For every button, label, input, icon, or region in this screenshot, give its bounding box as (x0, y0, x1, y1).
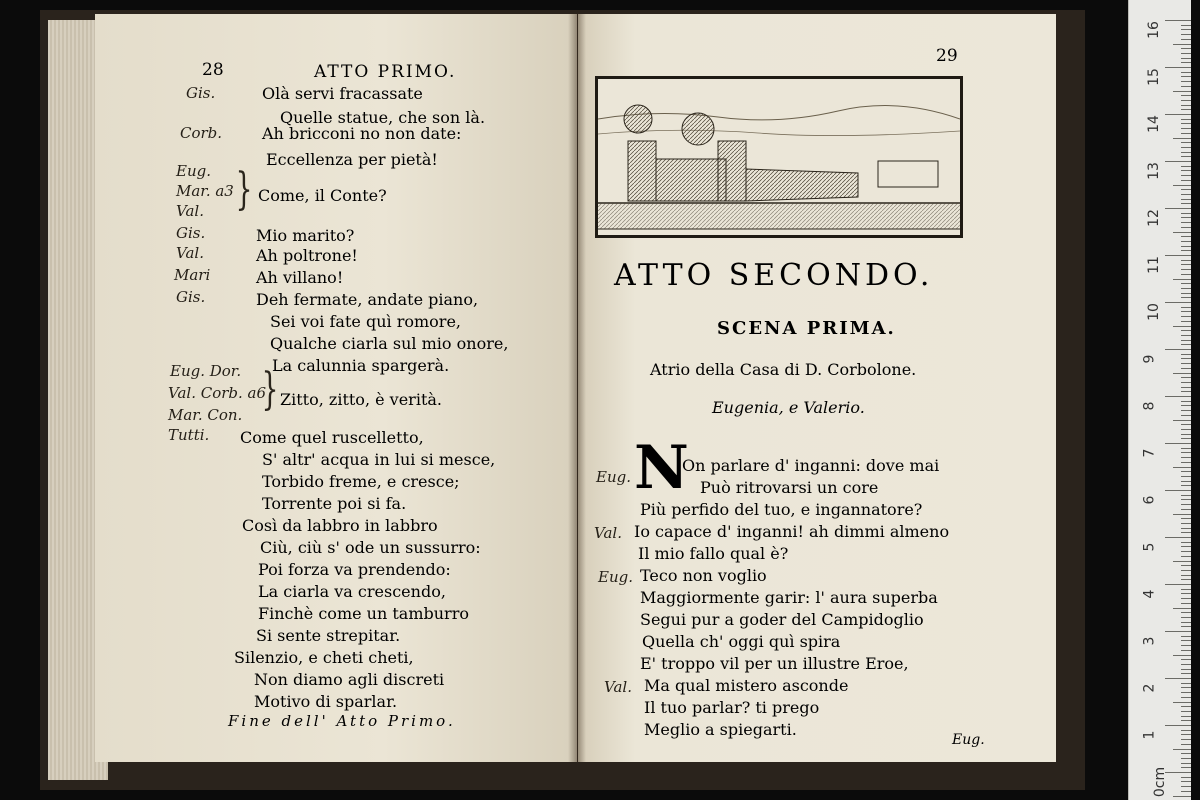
ruler-tick (1181, 293, 1191, 294)
ruler-tick (1181, 142, 1191, 143)
ruler-tick (1173, 796, 1191, 797)
verse-line: Quella ch' oggi quì spira (642, 632, 841, 651)
ruler-tick (1181, 264, 1191, 265)
verse-line: Deh fermate, andate piano, (256, 290, 479, 309)
ruler-tick (1181, 133, 1191, 134)
ruler-tick (1181, 330, 1191, 331)
ruler-tick (1181, 316, 1191, 317)
verse-line: Può ritrovarsi un core (700, 478, 879, 497)
ruler-tick (1181, 260, 1191, 261)
ruler-tick (1181, 354, 1191, 355)
verse-line: Io capace d' inganni! ah dimmi almeno (634, 522, 950, 541)
verse-line: Ma qual mistero asconde (644, 676, 849, 695)
ruler-tick (1173, 608, 1191, 609)
ruler-tick (1181, 575, 1191, 576)
ruler-tick (1173, 514, 1191, 515)
ruler-tick (1181, 344, 1191, 345)
ruler-tick (1165, 161, 1191, 162)
ruler-tick (1173, 561, 1191, 562)
ruler-tick (1181, 194, 1191, 195)
ruler-tick (1181, 664, 1191, 665)
ruler-tick (1181, 199, 1191, 200)
act-end-note: Fine dell' Atto Primo. (228, 712, 456, 730)
scene-title: SCENA PRIMA. (717, 318, 896, 339)
ruler-tick (1181, 509, 1191, 510)
verse-line: Ah villano! (256, 268, 344, 287)
verse-line: Qualche ciarla sul mio onore, (270, 334, 509, 353)
catchword: Eug. (952, 732, 985, 748)
landscape-engraving-icon (595, 76, 963, 238)
ruler-tick (1181, 100, 1191, 101)
scene-persons: Eugenia, e Valerio. (712, 398, 865, 417)
ruler-tick (1181, 791, 1191, 792)
ruler-tick (1181, 485, 1191, 486)
verse-line: Maggiormente garir: l' aura superba (640, 588, 938, 607)
ruler-tick (1181, 622, 1191, 623)
verse-line: Come quel ruscelletto, (240, 428, 424, 447)
ruler-tick (1181, 123, 1191, 124)
ruler-tick (1181, 636, 1191, 637)
ruler-tick (1181, 25, 1191, 26)
ruler-tick (1181, 311, 1191, 312)
verse-line: Mio marito? (256, 226, 355, 245)
ruler-tick (1173, 138, 1191, 139)
ruler-tick (1165, 114, 1191, 115)
ruler-tick (1181, 570, 1191, 571)
verse-line: Motivo di sparlar. (254, 692, 398, 711)
ruler-tick (1181, 203, 1191, 204)
verse-line: Ciù, ciù s' ode un sussurro: (260, 538, 481, 557)
ruler-tick (1181, 358, 1191, 359)
ruler-tick (1181, 744, 1191, 745)
speaker-label: Val. (176, 202, 204, 220)
ruler-tick (1165, 772, 1191, 773)
ruler-tick (1181, 603, 1191, 604)
measuring-ruler (1128, 0, 1191, 800)
ruler-tick (1181, 297, 1191, 298)
ruler-tick (1181, 546, 1191, 547)
ruler-tick (1173, 420, 1191, 421)
ruler-tick (1181, 542, 1191, 543)
ruler-tick (1181, 363, 1191, 364)
ruler-tick (1173, 44, 1191, 45)
ruler-tick (1181, 76, 1191, 77)
verse-line: Il tuo parlar? ti prego (644, 698, 820, 717)
ruler-tick (1181, 697, 1191, 698)
ruler-tick (1181, 753, 1191, 754)
verse-line: Teco non voglio (640, 566, 767, 585)
verse-line: Finchè come un tamburro (258, 604, 469, 623)
ruler-tick (1181, 53, 1191, 54)
ruler-tick (1181, 152, 1191, 153)
ruler-tick (1181, 250, 1191, 251)
ruler-tick (1181, 551, 1191, 552)
ruler-number: 14 (1145, 115, 1162, 133)
speaker-label: Eug. (598, 568, 633, 586)
speaker-label: Gis. (176, 288, 206, 306)
ruler-tick (1181, 528, 1191, 529)
ruler-tick (1181, 706, 1191, 707)
verse-line: S' altr' acqua in lui si mesce, (262, 450, 496, 469)
ruler-tick (1181, 669, 1191, 670)
ruler-tick (1181, 387, 1191, 388)
act-title: ATTO SECONDO. (614, 258, 934, 293)
ruler-tick (1181, 730, 1191, 731)
verse-line: E' troppo vil per un illustre Eroe, (640, 654, 909, 673)
ruler-tick (1181, 499, 1191, 500)
ruler-tick (1173, 279, 1191, 280)
speaker-label: Val. (176, 244, 204, 262)
ruler-tick (1165, 490, 1191, 491)
ruler-tick (1181, 377, 1191, 378)
ruler-tick (1165, 20, 1191, 21)
ruler-tick (1181, 105, 1191, 106)
ruler-tick (1181, 645, 1191, 646)
verse-line: Così da labbro in labbro (242, 516, 438, 535)
ruler-tick (1181, 612, 1191, 613)
ruler-tick (1173, 467, 1191, 468)
ruler-tick (1181, 448, 1191, 449)
ruler-number: 16 (1145, 21, 1162, 39)
ruler-number: 11 (1145, 256, 1162, 274)
verse-line: La ciarla va crescendo, (258, 582, 446, 601)
ruler-tick (1165, 678, 1191, 679)
ruler-tick (1181, 401, 1191, 402)
speaker-label: Gis. (186, 84, 216, 102)
speaker-label: Tutti. (168, 426, 210, 444)
verse-line: Segui pur a goder del Campidoglio (640, 610, 924, 629)
ruler-tick (1181, 518, 1191, 519)
ruler-tick (1181, 391, 1191, 392)
drop-cap: N (634, 433, 689, 503)
ruler-tick (1181, 593, 1191, 594)
ruler-tick (1181, 462, 1191, 463)
ruler-tick (1181, 687, 1191, 688)
speaker-label: Gis. (176, 224, 206, 242)
verse-line: Meglio a spiegarti. (644, 720, 797, 739)
ruler-tick (1181, 335, 1191, 336)
ruler-tick (1181, 716, 1191, 717)
ruler-tick (1181, 415, 1191, 416)
ruler-tick (1181, 598, 1191, 599)
ruler-tick (1165, 255, 1191, 256)
ruler-tick (1181, 81, 1191, 82)
ruler-tick (1181, 739, 1191, 740)
ruler-number: 5 (1141, 542, 1158, 552)
ruler-tick (1181, 692, 1191, 693)
verse-line: Zitto, zitto, è verità. (280, 390, 442, 409)
ruler-tick (1181, 109, 1191, 110)
ruler-tick (1181, 640, 1191, 641)
ruler-tick (1181, 424, 1191, 425)
speaker-label: Eug. (176, 162, 211, 180)
verse-line: Il mio fallo qual è? (638, 544, 789, 563)
ruler-tick (1181, 62, 1191, 63)
ruler-tick (1181, 481, 1191, 482)
verse-line: Silenzio, e cheti cheti, (234, 648, 414, 667)
ruler-tick (1181, 222, 1191, 223)
ruler-tick (1181, 589, 1191, 590)
ruler-tick (1181, 650, 1191, 651)
ruler-number: 15 (1145, 68, 1162, 86)
left-page-number: 28 (202, 60, 224, 80)
ruler-tick (1181, 767, 1191, 768)
ruler-number: 3 (1141, 636, 1158, 646)
left-running-head: ATTO PRIMO. (314, 62, 457, 82)
ruler-tick (1181, 579, 1191, 580)
speaker-label: Mar. a3 (176, 182, 234, 200)
ruler-number: 6 (1141, 495, 1158, 505)
verse-line: Poi forza va prendendo: (258, 560, 451, 579)
book-gutter (568, 14, 586, 762)
brace-icon: } (235, 164, 253, 215)
speaker-label: Mari (174, 266, 211, 284)
ruler-tick (1165, 443, 1191, 444)
ruler-tick (1181, 34, 1191, 35)
ruler-tick (1181, 175, 1191, 176)
right-page-number: 29 (936, 46, 958, 66)
ruler-number: 0cm (1152, 766, 1169, 798)
ruler-tick (1181, 274, 1191, 275)
verse-line: La calunnia spargerà. (272, 356, 450, 375)
ruler-tick (1165, 302, 1191, 303)
ruler-tick (1181, 29, 1191, 30)
ruler-tick (1181, 269, 1191, 270)
ruler-tick (1181, 556, 1191, 557)
ruler-number: 4 (1141, 589, 1158, 599)
ruler-tick (1181, 288, 1191, 289)
speaker-label: Corb. (180, 124, 223, 142)
speaker-label: Val. (594, 524, 622, 542)
ruler-tick (1165, 725, 1191, 726)
speaker-label: Val. Corb. a6 (168, 384, 267, 402)
verse-line: Ah bricconi no non date: (262, 124, 462, 143)
ruler-tick (1173, 91, 1191, 92)
verse-line: Ah poltrone! (256, 246, 358, 265)
speaker-label: Eug. Dor. (170, 362, 242, 380)
ruler-tick (1181, 128, 1191, 129)
ruler-tick (1181, 504, 1191, 505)
ruler-tick (1173, 655, 1191, 656)
ruler-tick (1173, 185, 1191, 186)
verse-line: Non diamo agli discreti (254, 670, 445, 689)
verse-line: Quelle statue, che son là. (280, 108, 486, 127)
ruler-tick (1181, 763, 1191, 764)
ruler-tick (1181, 86, 1191, 87)
ruler-tick (1181, 476, 1191, 477)
ruler-number: 1 (1141, 730, 1158, 740)
ruler-tick (1165, 537, 1191, 538)
ruler-tick (1181, 189, 1191, 190)
ruler-tick (1181, 217, 1191, 218)
ruler-tick (1181, 39, 1191, 40)
ruler-tick (1181, 781, 1191, 782)
ruler-tick (1181, 532, 1191, 533)
ruler-tick (1165, 67, 1191, 68)
ruler-number: 9 (1141, 354, 1158, 364)
ruler-tick (1181, 340, 1191, 341)
ruler-tick (1165, 631, 1191, 632)
ruler-tick (1181, 720, 1191, 721)
ruler-tick (1165, 208, 1191, 209)
ruler-tick (1181, 659, 1191, 660)
ruler-tick (1181, 382, 1191, 383)
ruler-tick (1173, 749, 1191, 750)
ruler-tick (1181, 368, 1191, 369)
speaker-label: Val. (604, 678, 632, 696)
ruler-tick (1181, 495, 1191, 496)
ruler-tick (1181, 170, 1191, 171)
verse-line: Torrente poi si fa. (262, 494, 407, 513)
ruler-tick (1173, 702, 1191, 703)
ruler-tick (1181, 241, 1191, 242)
ruler-tick (1181, 457, 1191, 458)
verse-line: Si sente strepitar. (256, 626, 401, 645)
ruler-tick (1181, 711, 1191, 712)
ruler-tick (1165, 349, 1191, 350)
ruler-tick (1181, 758, 1191, 759)
ruler-tick (1173, 373, 1191, 374)
ruler-number: 12 (1145, 209, 1162, 227)
ruler-tick (1181, 95, 1191, 96)
ruler-tick (1181, 213, 1191, 214)
ruler-number: 2 (1141, 683, 1158, 693)
ruler-tick (1181, 236, 1191, 237)
ruler-tick (1181, 565, 1191, 566)
ruler-tick (1165, 584, 1191, 585)
verse-line: Eccellenza per pietà! (266, 150, 438, 169)
ruler-tick (1181, 246, 1191, 247)
ruler-number: 10 (1145, 303, 1162, 321)
ruler-number: 13 (1145, 162, 1162, 180)
ruler-tick (1181, 166, 1191, 167)
ruler-tick (1181, 523, 1191, 524)
verse-line: Sei voi fate quì romore, (270, 312, 461, 331)
ruler-tick (1181, 673, 1191, 674)
ruler-tick (1181, 321, 1191, 322)
ruler-tick (1165, 396, 1191, 397)
ruler-tick (1181, 626, 1191, 627)
speaker-label: Eug. (596, 468, 631, 486)
ruler-tick (1173, 326, 1191, 327)
ruler-tick (1181, 147, 1191, 148)
ruler-tick (1181, 452, 1191, 453)
verse-line: Più perfido del tuo, e ingannatore? (640, 500, 923, 519)
ruler-tick (1181, 434, 1191, 435)
ruler-tick (1181, 72, 1191, 73)
ruler-tick (1181, 777, 1191, 778)
speaker-label: Mar. Con. (168, 406, 243, 424)
ruler-tick (1181, 283, 1191, 284)
brace-icon: } (261, 364, 279, 415)
scene-setting: Atrio della Casa di D. Corbolone. (650, 360, 917, 379)
ruler-tick (1173, 232, 1191, 233)
ruler-tick (1181, 48, 1191, 49)
ruler-tick (1181, 307, 1191, 308)
ruler-tick (1181, 119, 1191, 120)
ruler-tick (1181, 227, 1191, 228)
ruler-tick (1181, 471, 1191, 472)
ruler-number: 7 (1141, 448, 1158, 458)
verse-line: Torbido freme, e cresce; (262, 472, 460, 491)
ruler-tick (1181, 156, 1191, 157)
ruler-tick (1181, 180, 1191, 181)
verse-line: On parlare d' inganni: dove mai (682, 456, 940, 475)
ruler-tick (1181, 438, 1191, 439)
ruler-tick (1181, 429, 1191, 430)
ruler-number: 8 (1141, 401, 1158, 411)
ruler-tick (1181, 734, 1191, 735)
ruler-tick (1181, 786, 1191, 787)
ruler-tick (1181, 410, 1191, 411)
ruler-tick (1181, 617, 1191, 618)
ruler-tick (1181, 683, 1191, 684)
ruler-tick (1181, 405, 1191, 406)
ruler-tick (1181, 58, 1191, 59)
verse-line: Olà servi fracassate (262, 84, 423, 103)
verse-line: Come, il Conte? (258, 186, 387, 205)
